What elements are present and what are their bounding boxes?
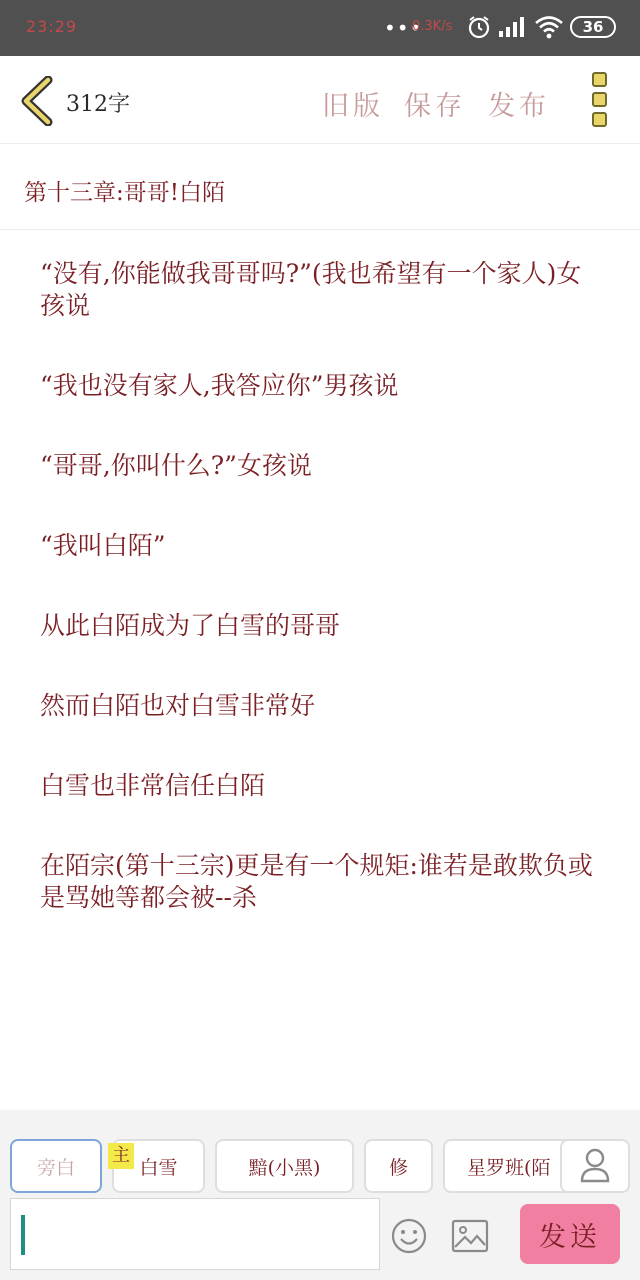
back-arrow-icon[interactable] <box>18 76 58 126</box>
chapter-content[interactable] <box>40 258 600 962</box>
menu-dot-icon <box>592 72 607 87</box>
paragraph: 然而白陌也对白雪非常好 <box>40 691 316 720</box>
send-button[interactable]: 发送 <box>520 1204 620 1264</box>
status-time: 23:29 <box>26 17 78 36</box>
role-chip-xingluoban[interactable]: 星罗班(陌 <box>443 1139 573 1193</box>
word-count: 312字 <box>66 92 130 117</box>
character-manager-button[interactable] <box>560 1139 630 1193</box>
composer-panel <box>0 1110 640 1280</box>
paragraph: “我叫白陌” <box>40 531 166 560</box>
menu-dot-icon <box>592 112 607 127</box>
person-icon <box>562 1141 628 1191</box>
more-menu-button[interactable] <box>586 72 614 128</box>
paragraph: “没有,你能做我哥哥吗?”(我也希望有一个家人)女孩说 <box>40 259 582 320</box>
wifi-icon <box>534 15 564 39</box>
paragraph: 在陌宗(第十三宗)更是有一个规矩:谁若是敢欺负或是骂她等都会被--杀 <box>40 851 593 912</box>
save-button[interactable]: 保存 <box>404 91 466 122</box>
notification-dots: ••• <box>384 16 423 40</box>
paragraph: 白雪也非常信任白陌 <box>40 771 266 800</box>
signal-icon <box>498 16 526 38</box>
role-chip-narrator[interactable]: 旁白 <box>10 1139 102 1193</box>
message-input[interactable] <box>10 1198 380 1270</box>
network-speed: 0.3K/s <box>412 19 453 34</box>
role-chip-xiu[interactable]: 修 <box>364 1139 433 1193</box>
status-bar <box>0 0 640 56</box>
menu-dot-icon <box>592 92 607 107</box>
emoji-icon[interactable] <box>390 1217 428 1255</box>
publish-button[interactable]: 发布 <box>488 91 550 122</box>
main-character-badge: 主 <box>108 1143 134 1169</box>
paragraph: “哥哥,你叫什么?”女孩说 <box>40 451 312 480</box>
battery-indicator: 36 <box>570 16 616 38</box>
paragraph: “我也没有家人,我答应你”男孩说 <box>40 371 399 400</box>
paragraph: 从此白陌成为了白雪的哥哥 <box>40 611 341 640</box>
old-version-button[interactable]: 旧版 <box>322 91 384 122</box>
chapter-title[interactable]: 第十三章:哥哥!白陌 <box>0 144 640 230</box>
editor-toolbar <box>0 56 640 144</box>
alarm-icon <box>466 14 492 40</box>
role-chip-xiaohei[interactable]: 黯(小黑) <box>215 1139 354 1193</box>
text-caret <box>21 1215 25 1255</box>
image-icon[interactable] <box>451 1219 489 1253</box>
role-chip-baixue[interactable]: 白雪 <box>112 1139 205 1193</box>
